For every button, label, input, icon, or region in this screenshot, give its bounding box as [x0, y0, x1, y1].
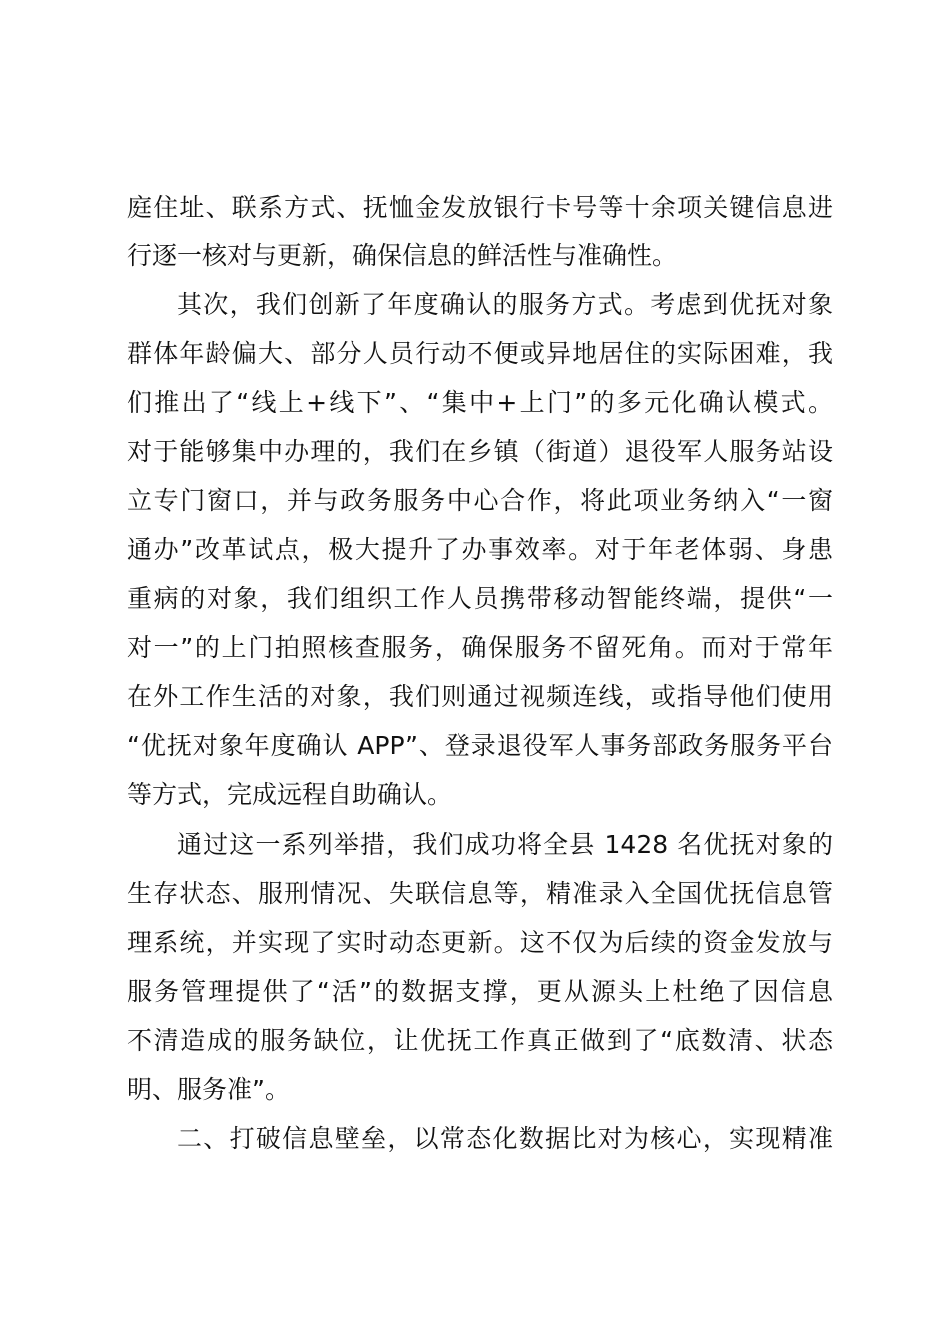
text-line: “优抚对象年度确认 APP”、登录退役军人事务部政务服务平台 [127, 731, 833, 760]
text-line: 对一”的上门拍照核查服务，确保服务不留死角。而对于常年 [127, 633, 833, 662]
text-line: 立专门窗口，并与政务服务中心合作，将此项业务纳入“一窗 [127, 486, 833, 515]
text-line: 生存状态、服刑情况、失联信息等，精准录入全国优抚信息管 [127, 879, 833, 908]
text-line: 对于能够集中办理的，我们在乡镇（街道）退役军人服务站设 [127, 437, 833, 466]
text-line: 在外工作生活的对象，我们则通过视频连线，或指导他们使用 [127, 682, 833, 711]
paragraph-first-line: 通过这一系列举措，我们成功将全县 1428 名优抚对象的 [177, 830, 833, 859]
text-line: 等方式，完成远程自助确认。 [127, 780, 453, 809]
text-line: 群体年龄偏大、部分人员行动不便或异地居住的实际困难，我 [127, 339, 833, 368]
text-line: 理系统，并实现了实时动态更新。这不仅为后续的资金发放与 [127, 928, 833, 957]
text-line: 服务管理提供了“活”的数据支撑，更从源头上杜绝了因信息 [127, 977, 833, 1006]
text-line: 明、服务准”。 [127, 1075, 290, 1104]
text-line: 通办”改革试点，极大提升了办事效率。对于年老体弱、身患 [127, 535, 833, 564]
text-line: 重病的对象，我们组织工作人员携带移动智能终端，提供“一 [127, 584, 833, 613]
text-line: 行逐一核对与更新，确保信息的鲜活性与准确性。 [127, 241, 678, 270]
text-line: 庭住址、联系方式、抚恤金发放银行卡号等十余项关键信息进 [127, 193, 833, 222]
paragraph-first-line: 其次，我们创新了年度确认的服务方式。考虑到优抚对象 [177, 290, 833, 319]
text-line: 不清造成的服务缺位，让优抚工作真正做到了“底数清、状态 [127, 1026, 833, 1055]
section-heading: 二、打破信息壁垒，以常态化数据比对为核心，实现精准 [177, 1124, 833, 1153]
text-line: 们推出了“线上+线下”、“集中+上门”的多元化确认模式。 [127, 388, 833, 417]
